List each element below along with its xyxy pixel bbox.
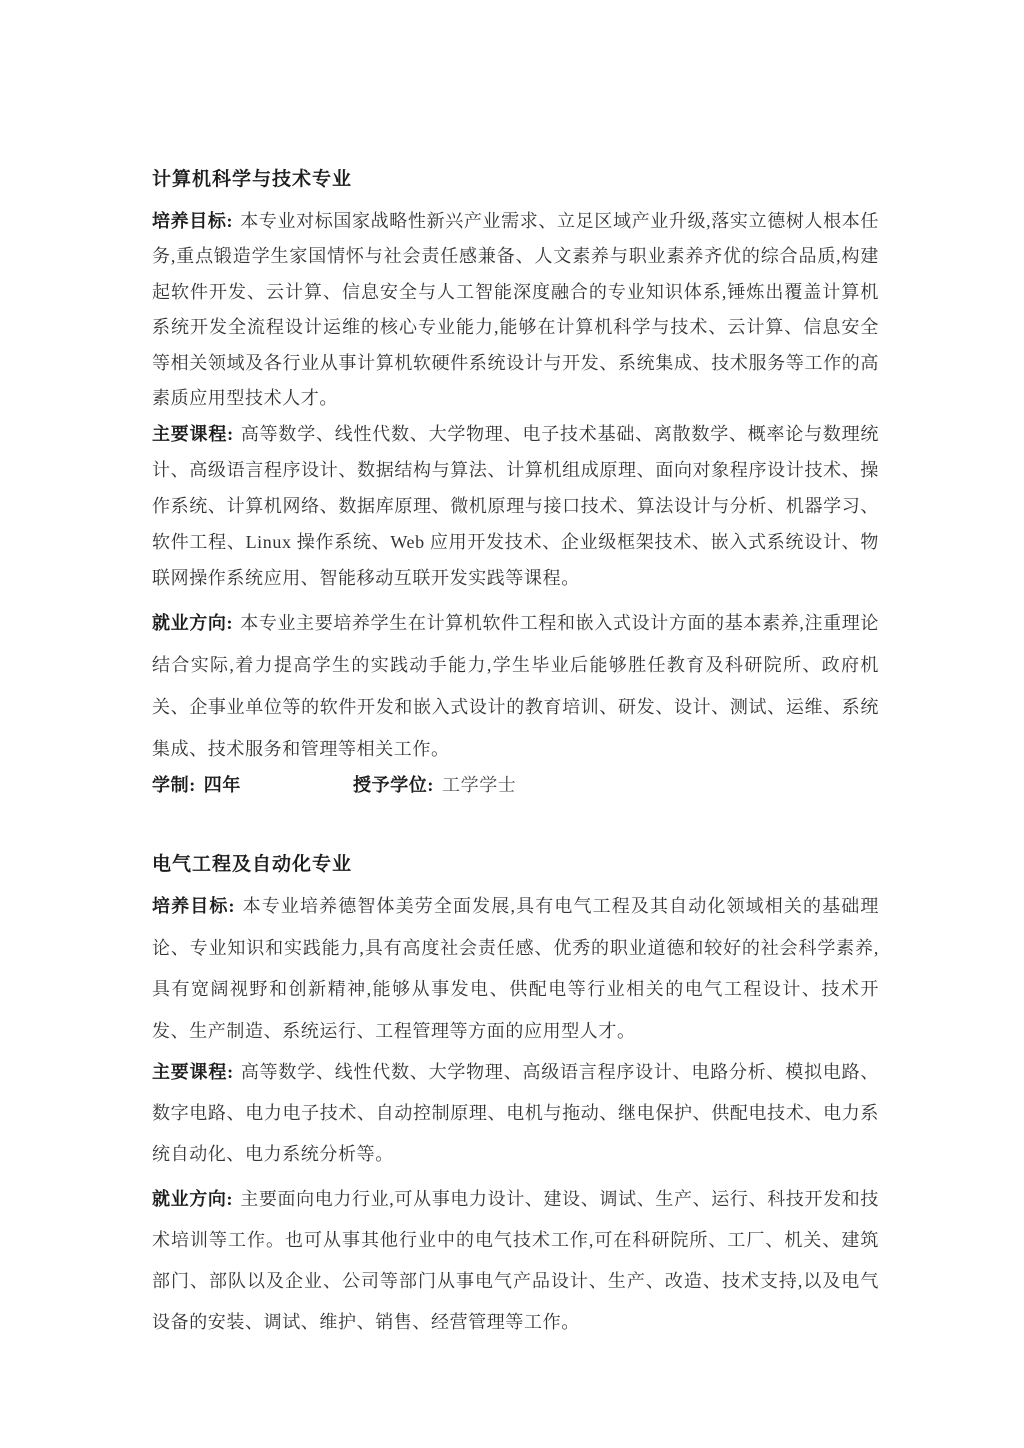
ee-courses-paragraph: [152, 1052, 879, 1175]
cs-duration-label: 学制:: [152, 775, 196, 796]
cs-duration-value: 四年: [203, 775, 241, 796]
ee-objective-text: 本专业培养德智体美劳全面发展,具有电气工程及其自动化领域相关的基础理论、专业知识和实践能力,具有高度社会责任感、优秀的职业道德和较好的社会科学素养,具有宽阔视野和创新精神,能够从事发电、供配电等行业相关的电气工程设计、技术开发、生产制造、系统运行、工程管理等方面的应用型人才。: [152, 896, 879, 1041]
cs-objective-label: 培养目标:: [152, 211, 234, 231]
ee-courses-text: 高等数学、线性代数、大学物理、高级语言程序设计、电路分析、模拟电路、数字电路、电力电子技术、自动控制原理、电机与拖动、继电保护、供配电技术、电力系统自动化、电力系统分析等。: [152, 1062, 879, 1165]
cs-career-label: 就业方向:: [152, 613, 234, 634]
ee-career-label: 就业方向:: [152, 1189, 234, 1210]
cs-courses-text: 高等数学、线性代数、大学物理、电子技术基础、离散数学、概率论与数理统计、高级语言程序设计、数据结构与算法、计算机组成原理、面向对象程序设计技术、操作系统、计算机网络、数据库原理、微机原理与接口技术、算法设计与分析、机器学习、软件工程、Linux 操作系统、Web 应用开发技术、企业级框架技术、嵌入式系统设计、物联网操作系统应用、智能移动互联开发实践等课程。: [152, 424, 879, 589]
cs-objective-paragraph: [152, 204, 879, 416]
cs-schooling-row: [152, 764, 879, 806]
ee-objective-paragraph: [152, 886, 879, 1052]
ee-objective-label: 培养目标:: [152, 896, 236, 917]
cs-courses-paragraph: [152, 416, 879, 596]
ee-career-text: 主要面向电力行业,可从事电力设计、建设、调试、生产、运行、科技开发和技术培训等工作。也可从事其他行业中的电气技术工作,可在科研院所、工厂、机关、建筑部门、部队以及企业、公司等部门从事电气产品设计、生产、改造、技术支持,以及电气设备的安装、调试、维护、销售、经营管理等工作。: [152, 1189, 879, 1333]
cs-degree-value: 工学学士: [442, 775, 517, 796]
major-heading-electrical-engineering: 电气工程及自动化专业: [152, 854, 353, 876]
document-content: [152, 167, 879, 1343]
cs-career-text: 本专业主要培养学生在计算机软件工程和嵌入式设计方面的基本素养,注重理论结合实际,着力提高学生的实践动手能力,学生毕业后能够胜任教育及科研院所、政府机关、企事业单位等的软件开发和嵌入式设计的教育培训、研发、设计、测试、运维、系统集成、技术服务和管理等相关工作。: [152, 613, 879, 760]
ee-courses-label: 主要课程:: [152, 1062, 234, 1083]
major-heading-computer-science: 计算机科学与技术专业: [152, 169, 353, 190]
cs-objective-text: 本专业对标国家战略性新兴产业需求、立足区域产业升级,落实立德树人根本任务,重点锻造学生家国情怀与社会责任感兼备、人文素养与职业素养齐优的综合品质,构建起软件开发、云计算、信息安全与人工智能深度融合的专业知识体系,锤炼出覆盖计算机系统开发全流程设计运维的核心专业能力,能够在计算机科学与技术、云计算、信息安全等相关领域及各行业从事计算机软硬件系统设计与开发、系统集成、技术服务等工作的高素质应用型技术人才。: [152, 211, 879, 409]
cs-career-paragraph: [152, 602, 879, 770]
cs-courses-label: 主要课程:: [152, 424, 234, 445]
cs-degree-label: 授予学位:: [353, 775, 434, 796]
ee-career-paragraph: [152, 1179, 879, 1343]
